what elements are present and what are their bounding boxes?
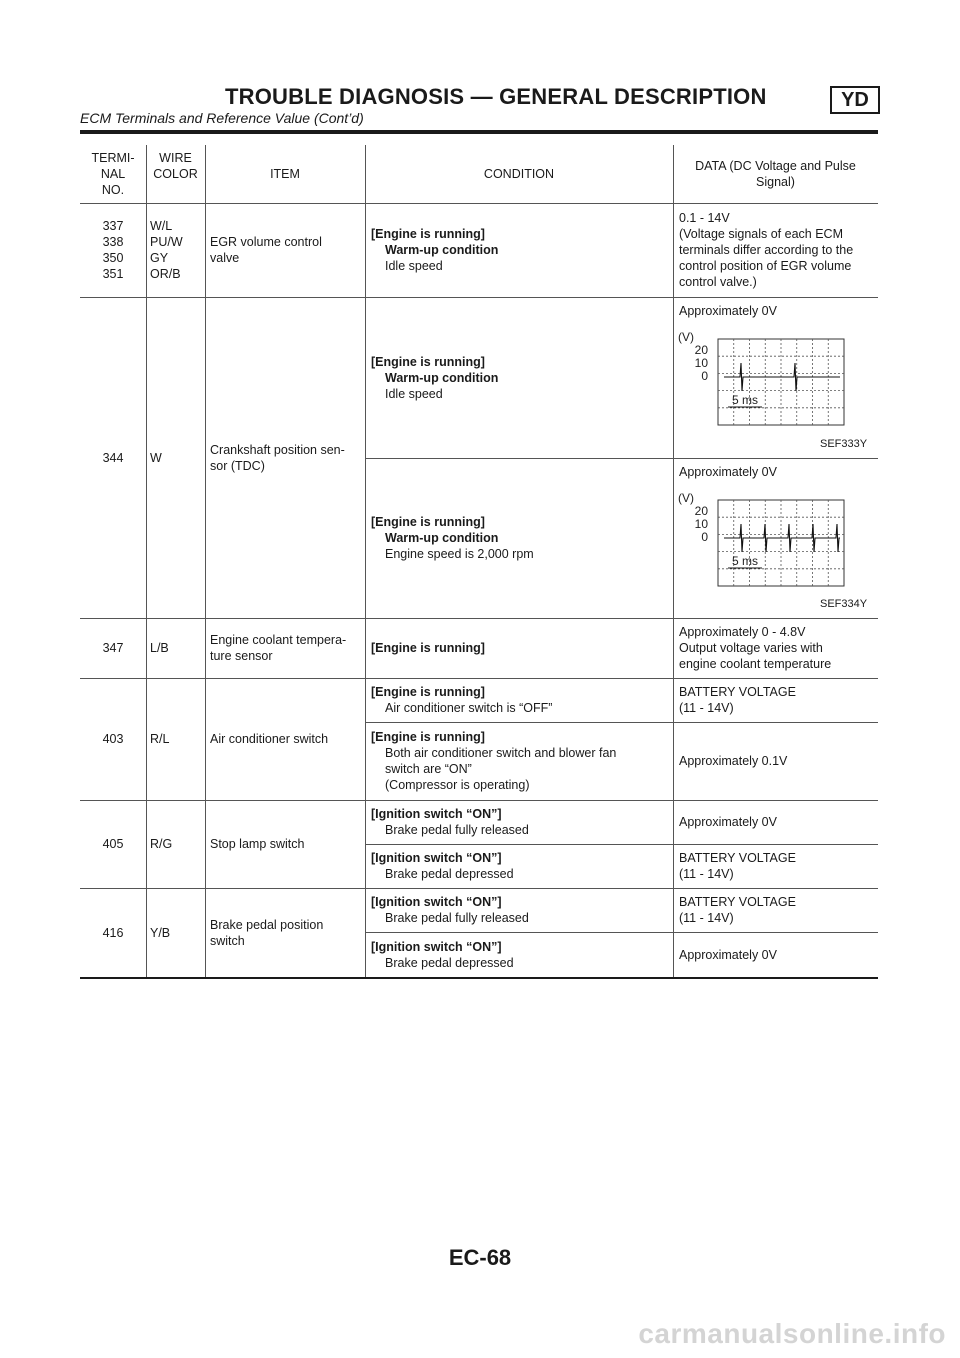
column-divider xyxy=(673,145,674,977)
wire-color-line: L/B xyxy=(150,641,169,655)
condition-cell xyxy=(371,894,669,926)
condition-detail: Engine speed is 2,000 rpm xyxy=(385,547,534,561)
col-header-terminal xyxy=(80,150,146,198)
row-divider xyxy=(80,203,878,204)
condition-detail: Warm-up condition xyxy=(385,243,499,257)
data-cell xyxy=(679,303,874,319)
terminal-no-line: 347 xyxy=(102,641,124,655)
scope-tick-label: 20 xyxy=(694,504,708,518)
data-cell-line: Approximately 0V xyxy=(679,304,777,318)
figure-id-SEF333Y: SEF333Y xyxy=(820,438,868,450)
wire-color xyxy=(150,218,203,282)
terminal-no-line: 338 xyxy=(102,235,124,249)
col-header-wire-color-line: COLOR xyxy=(153,167,198,181)
data-cell xyxy=(679,814,874,830)
wire-color xyxy=(150,925,203,941)
item-name-line: valve xyxy=(210,251,240,265)
condition-detail: (Compressor is operating) xyxy=(385,778,530,792)
wire-color-line: OR/B xyxy=(150,267,181,281)
col-header-terminal-line: NO. xyxy=(101,183,125,197)
condition-cell xyxy=(371,684,669,716)
condition-title: [Engine is running] xyxy=(371,227,485,241)
data-cell-line: Approximately 0V xyxy=(679,465,777,479)
condition-title: [Engine is running] xyxy=(371,354,485,369)
wire-color xyxy=(150,450,203,466)
col-header-wire-color-line: WIRE xyxy=(159,151,192,165)
col-header-item xyxy=(205,166,365,182)
terminal-no-line: 351 xyxy=(102,267,124,281)
condition-title: [Engine is running] xyxy=(371,641,485,655)
data-cell-line: (11 - 14V) xyxy=(679,911,734,925)
data-cell-line: (11 - 14V) xyxy=(679,867,734,881)
wire-color xyxy=(150,640,203,656)
item-name xyxy=(210,632,362,664)
figure-id-SEF334Y: SEF334Y xyxy=(820,598,868,610)
condition-title: [Engine is running] xyxy=(371,685,485,699)
page-title: TROUBLE DIAGNOSIS — GENERAL DESCRIPTION xyxy=(225,84,767,109)
scope-tick-label: 0 xyxy=(701,530,708,544)
condition-detail: Idle speed xyxy=(385,259,443,273)
condition-divider xyxy=(365,844,878,845)
data-cell-line: (11 - 14V) xyxy=(679,701,734,715)
wire-color xyxy=(150,836,203,852)
data-cell-line: engine coolant temperature xyxy=(679,657,832,671)
scope-unit-label: (V) xyxy=(678,491,694,505)
item-name-line: Crankshaft position sen- xyxy=(210,442,345,457)
data-cell-line: (Voltage signals of each ECM xyxy=(679,227,843,241)
condition-cell xyxy=(371,354,669,402)
item-name-line: sor (TDC) xyxy=(210,458,265,473)
data-cell-line: BATTERY VOLTAGE xyxy=(679,685,796,699)
timebase-label: 5 ms xyxy=(732,554,759,568)
column-divider xyxy=(146,145,147,977)
data-cell xyxy=(679,753,874,769)
wire-color-line: W/L xyxy=(150,219,173,233)
data-cell-line: BATTERY VOLTAGE xyxy=(679,851,796,865)
data-cell xyxy=(679,850,874,882)
data-cell-line: Approximately 0.1V xyxy=(679,754,788,768)
col-header-condition xyxy=(365,166,673,182)
data-cell xyxy=(679,947,874,963)
data-cell xyxy=(679,894,874,926)
data-cell-line: Output voltage varies with xyxy=(679,641,823,655)
condition-divider xyxy=(365,722,878,723)
terminal-no xyxy=(80,640,146,656)
terminal-no xyxy=(80,218,146,282)
condition-detail: Brake pedal depressed xyxy=(385,867,514,881)
col-header-terminal-line: NAL xyxy=(100,167,126,181)
row-divider xyxy=(80,618,878,619)
condition-detail: Warm-up condition xyxy=(385,531,499,545)
data-cell-line: Approximately 0V xyxy=(679,815,777,829)
data-cell xyxy=(679,684,874,716)
row-divider xyxy=(80,888,878,889)
condition-divider xyxy=(365,458,878,459)
column-divider xyxy=(365,145,366,977)
scope-unit-label: (V) xyxy=(678,330,694,344)
condition-detail: Warm-up condition xyxy=(385,370,499,385)
col-header-condition-line: CONDITION xyxy=(483,167,555,181)
condition-detail: Idle speed xyxy=(385,386,443,401)
condition-cell xyxy=(371,640,669,656)
header-rule xyxy=(80,130,878,134)
scope-waveform xyxy=(724,363,840,391)
item-name-line: Brake pedal position xyxy=(210,917,324,932)
condition-detail: Both air conditioner switch and blower fan xyxy=(385,746,617,760)
terminal-no-line: 350 xyxy=(102,251,124,265)
condition-cell xyxy=(371,514,669,562)
terminal-no xyxy=(80,925,146,941)
col-header-data-line: DATA (DC Voltage and Pulse xyxy=(695,159,856,173)
row-divider xyxy=(80,800,878,801)
condition-divider xyxy=(365,932,878,933)
wire-color-line: R/G xyxy=(150,837,173,851)
item-name-line: ture sensor xyxy=(210,649,273,663)
data-cell-line: BATTERY VOLTAGE xyxy=(679,895,796,909)
condition-detail: Brake pedal fully released xyxy=(385,823,529,837)
watermark: carmanualsonline.info xyxy=(638,1318,946,1349)
col-header-wire-color xyxy=(146,150,205,182)
col-header-item-line: ITEM xyxy=(270,167,300,181)
item-name xyxy=(210,836,362,852)
waveform-figure-SEF334Y xyxy=(676,490,866,600)
condition-cell xyxy=(371,226,669,274)
condition-detail: switch are “ON” xyxy=(385,762,472,776)
terminal-no xyxy=(80,731,146,747)
row-divider xyxy=(80,678,878,679)
item-name xyxy=(210,917,362,949)
scope-waveform xyxy=(724,524,840,552)
data-cell-line: control position of EGR volume xyxy=(679,259,852,273)
item-name-line: Stop lamp switch xyxy=(210,837,305,851)
condition-detail: Brake pedal fully released xyxy=(385,911,529,925)
page-subtitle: ECM Terminals and Reference Value (Cont’d) xyxy=(80,110,364,126)
data-cell-line: control valve.) xyxy=(679,275,757,289)
data-cell xyxy=(679,210,874,290)
wire-color-line: PU/W xyxy=(150,235,183,249)
item-name xyxy=(210,442,362,474)
terminal-no-line: 403 xyxy=(102,732,124,746)
item-name xyxy=(210,234,362,266)
condition-title: [Engine is running] xyxy=(371,730,485,744)
col-header-data xyxy=(673,158,878,190)
item-name xyxy=(210,731,362,747)
wire-color xyxy=(150,731,203,747)
item-name-line: switch xyxy=(210,933,245,948)
condition-title: [Ignition switch “ON”] xyxy=(371,807,502,821)
data-cell-line: terminals differ according to the xyxy=(679,243,854,257)
terminal-no-line: 405 xyxy=(102,837,124,851)
item-name-line: Engine coolant tempera- xyxy=(210,633,347,647)
condition-cell xyxy=(371,806,669,838)
condition-cell xyxy=(371,729,669,793)
item-name-line: EGR volume control xyxy=(210,235,322,249)
terminal-no-line: 337 xyxy=(102,219,124,233)
condition-title: [Engine is running] xyxy=(371,515,485,529)
model-badge: YD xyxy=(830,86,880,114)
wire-color-line: W xyxy=(150,450,162,465)
col-header-data-line: Signal) xyxy=(756,175,795,189)
condition-detail: Brake pedal depressed xyxy=(385,955,514,970)
wire-color-line: R/L xyxy=(150,732,170,746)
wire-color-line: GY xyxy=(150,251,169,265)
scope-tick-label: 0 xyxy=(701,369,708,383)
condition-cell xyxy=(371,850,669,882)
terminal-no-line: 344 xyxy=(102,450,124,465)
condition-title: [Ignition switch “ON”] xyxy=(371,895,502,909)
item-name-line: Air conditioner switch xyxy=(210,732,329,746)
data-cell xyxy=(679,464,874,480)
scope-tick-label: 20 xyxy=(694,343,708,357)
scope-tick-label: 10 xyxy=(694,356,708,370)
data-cell-line: Approximately 0 - 4.8V xyxy=(679,625,806,639)
page-number: EC-68 xyxy=(448,1245,512,1270)
wire-color-line: Y/B xyxy=(150,925,171,940)
table-bottom-rule xyxy=(80,977,878,979)
condition-title: [Ignition switch “ON”] xyxy=(371,939,502,954)
terminal-no-line: 416 xyxy=(102,925,124,940)
waveform-figure-SEF333Y xyxy=(676,329,866,439)
condition-cell xyxy=(371,939,669,971)
scope-tick-label: 10 xyxy=(694,517,708,531)
timebase-label: 5 ms xyxy=(732,393,759,407)
condition-title: [Ignition switch “ON”] xyxy=(371,851,502,865)
data-cell-line: 0.1 - 14V xyxy=(679,211,730,225)
data-cell-line: Approximately 0V xyxy=(679,947,777,962)
data-cell xyxy=(679,624,874,672)
row-divider xyxy=(80,297,878,298)
condition-detail: Air conditioner switch is “OFF” xyxy=(385,701,553,715)
column-divider xyxy=(205,145,206,977)
col-header-terminal-line: TERMI- xyxy=(91,151,135,165)
terminal-no xyxy=(80,836,146,852)
terminal-no xyxy=(80,450,146,466)
